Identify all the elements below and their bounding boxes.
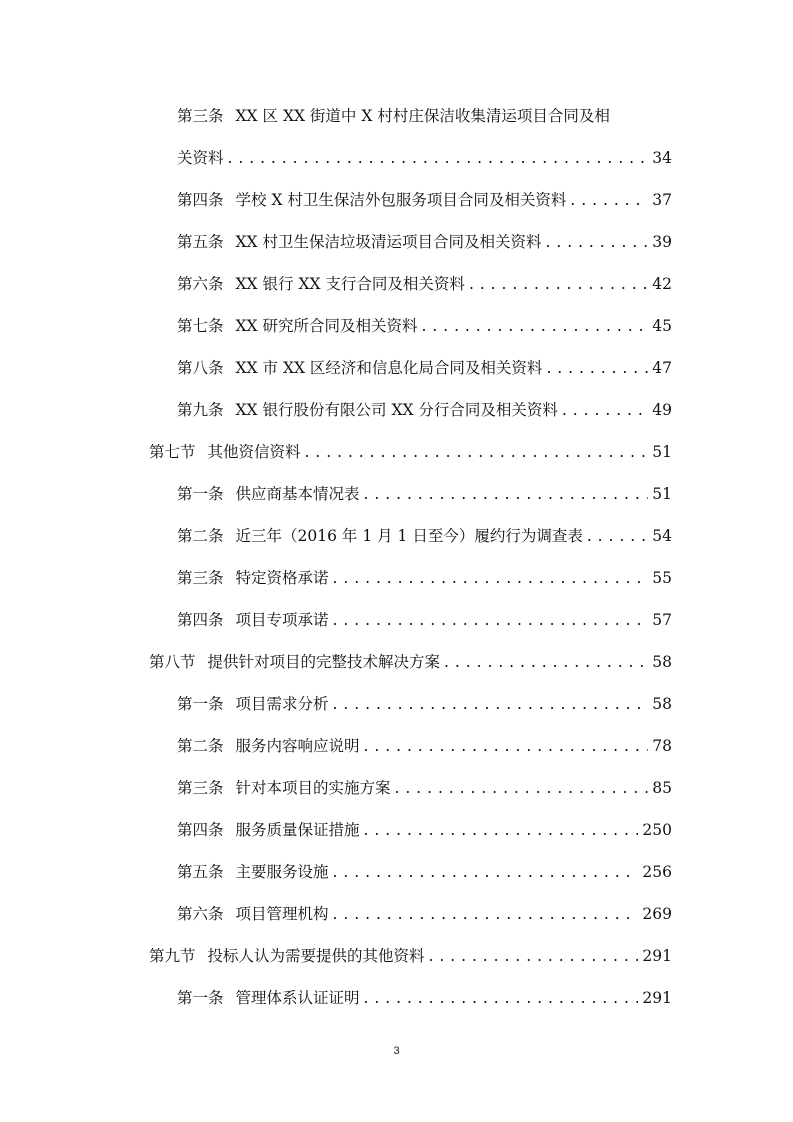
toc-leader-dots xyxy=(364,734,649,758)
toc-entry-title: 项目管理机构 xyxy=(235,905,329,923)
toc-entry-title: XX 村卫生保洁垃圾清运项目合同及相关资料 xyxy=(235,233,542,251)
toc-leader-dots xyxy=(333,902,639,926)
toc-entry xyxy=(177,356,672,380)
toc-entry xyxy=(177,734,672,758)
toc-entry-page: 78 xyxy=(652,737,672,755)
toc-entry-number: 第四条 xyxy=(177,611,224,629)
toc-entry-page: 45 xyxy=(652,317,672,335)
toc-leader-dots xyxy=(395,776,649,800)
toc-entry-page: 58 xyxy=(652,695,672,713)
toc-leader-dots xyxy=(546,230,649,254)
toc-leader-dots xyxy=(333,692,649,716)
toc-section-page: 51 xyxy=(652,443,672,461)
toc-entry-title: 学校 X 村卫生保洁外包服务项目合同及相关资料 xyxy=(235,191,567,209)
toc-entry xyxy=(177,524,672,548)
toc-section xyxy=(149,944,672,968)
toc-entry xyxy=(177,608,672,632)
toc-entry-page: 85 xyxy=(652,779,672,797)
toc-entry-number: 第五条 xyxy=(177,863,224,881)
toc-entry-number: 第三条 xyxy=(177,569,224,587)
toc-entry xyxy=(177,314,672,338)
toc-entry-number: 第六条 xyxy=(177,275,224,293)
toc-entry xyxy=(177,818,672,842)
toc-leader-dots xyxy=(305,440,649,464)
toc-entry xyxy=(177,776,672,800)
toc-entry-page: 291 xyxy=(642,989,672,1007)
toc-entry-page: 55 xyxy=(652,569,672,587)
toc-entry-page: 54 xyxy=(652,527,672,545)
toc-leader-dots xyxy=(469,272,648,296)
toc-leader-dots xyxy=(429,944,639,968)
toc-entry-title: XX 银行 XX 支行合同及相关资料 xyxy=(235,275,465,293)
toc-leader-dots xyxy=(333,608,649,632)
toc-entry-number: 第七条 xyxy=(177,317,224,335)
toc-entry xyxy=(177,692,672,716)
toc-entry-page: 269 xyxy=(642,905,672,923)
toc-section-page: 291 xyxy=(642,947,672,965)
toc-leader-dots xyxy=(570,188,648,212)
toc-entry-number: 第四条 xyxy=(177,191,224,209)
toc-entry-number: 第一条 xyxy=(177,989,224,1007)
toc-entry xyxy=(177,188,672,212)
toc-leader-dots xyxy=(562,398,648,422)
toc-entry-title: 主要服务设施 xyxy=(235,863,329,881)
toc-entry-page: 34 xyxy=(652,149,672,167)
toc-entry-title: 服务质量保证措施 xyxy=(235,821,360,839)
toc-entry-page: 256 xyxy=(642,863,672,881)
toc-entry xyxy=(177,566,672,590)
toc-section-number: 第八节 xyxy=(149,653,196,671)
toc-entry-title: 项目需求分析 xyxy=(235,695,329,713)
toc-section-title: 投标人认为需要提供的其他资料 xyxy=(207,947,425,965)
toc-entry-title: 项目专项承诺 xyxy=(235,611,329,629)
toc-entry xyxy=(177,902,672,926)
toc-entry-title: 近三年（2016 年 1 月 1 日至今）履约行为调查表 xyxy=(235,527,583,545)
toc-leader-dots xyxy=(444,650,648,674)
toc-entry xyxy=(177,230,672,254)
toc-entry-title: 特定资格承诺 xyxy=(235,569,329,587)
toc-entry-page: 42 xyxy=(652,275,672,293)
toc-entry-title: 服务内容响应说明 xyxy=(235,737,360,755)
toc-section xyxy=(149,440,672,464)
toc-entry-page: 250 xyxy=(642,821,672,839)
toc-entry-number: 第二条 xyxy=(177,527,224,545)
toc-leader-dots xyxy=(228,146,649,170)
toc-entry-number: 第九条 xyxy=(177,401,224,419)
toc-entry-title: XX 研究所合同及相关资料 xyxy=(235,317,418,335)
toc-entry-number: 第六条 xyxy=(177,905,224,923)
toc-entry-number: 第四条 xyxy=(177,821,224,839)
toc-entry xyxy=(177,272,672,296)
toc-section-title: 提供针对项目的完整技术解决方案 xyxy=(207,653,441,671)
toc-entry-title: 管理体系认证证明 xyxy=(235,989,360,1007)
toc-entry-title: 供应商基本情况表 xyxy=(235,485,360,503)
toc-entry-number: 第三条 xyxy=(177,107,224,125)
toc-leader-dots xyxy=(333,566,649,590)
toc-entry-number: 第三条 xyxy=(177,779,224,797)
toc-section xyxy=(149,650,672,674)
toc-entry-page: 51 xyxy=(652,485,672,503)
toc-entry-page: 39 xyxy=(652,233,672,251)
toc-section-number: 第九节 xyxy=(149,947,196,965)
toc-entry-title: XX 区 XX 街道中 X 村村庄保洁收集清运项目合同及相 xyxy=(235,107,610,125)
toc-entry-title: 关资料 xyxy=(177,149,224,167)
toc-entry-page: 57 xyxy=(652,611,672,629)
page-number: 3 xyxy=(393,1045,400,1057)
toc-leader-dots xyxy=(333,860,639,884)
toc-entry-continuation xyxy=(177,146,672,170)
toc-section-title: 其他资信资料 xyxy=(207,443,301,461)
toc-leader-dots xyxy=(364,986,639,1010)
toc-entry-title: 针对本项目的实施方案 xyxy=(235,779,391,797)
toc-leader-dots xyxy=(546,356,648,380)
toc-entry-number: 第一条 xyxy=(177,485,224,503)
toc-entry-number: 第二条 xyxy=(177,737,224,755)
toc-leader-dots xyxy=(364,482,649,506)
toc-section-number: 第七节 xyxy=(149,443,196,461)
toc-entry xyxy=(177,986,672,1010)
toc-leader-dots xyxy=(364,818,639,842)
toc-entry-number: 第一条 xyxy=(177,695,224,713)
toc-entry-page: 47 xyxy=(652,359,672,377)
toc-leader-dots xyxy=(422,314,649,338)
toc-entry xyxy=(177,482,672,506)
toc-entry-page: 49 xyxy=(652,401,672,419)
toc-entry-page: 37 xyxy=(652,191,672,209)
toc-entry-number: 第八条 xyxy=(177,359,224,377)
toc-entry xyxy=(177,860,672,884)
toc-entry-title: XX 银行股份有限公司 XX 分行合同及相关资料 xyxy=(235,401,558,419)
toc-entry xyxy=(177,398,672,422)
toc-section-page: 58 xyxy=(652,653,672,671)
toc-entry-number: 第五条 xyxy=(177,233,224,251)
toc-leader-dots xyxy=(587,524,648,548)
toc-entry-title: XX 市 XX 区经济和信息化局合同及相关资料 xyxy=(235,359,543,377)
toc-entry xyxy=(177,104,672,128)
